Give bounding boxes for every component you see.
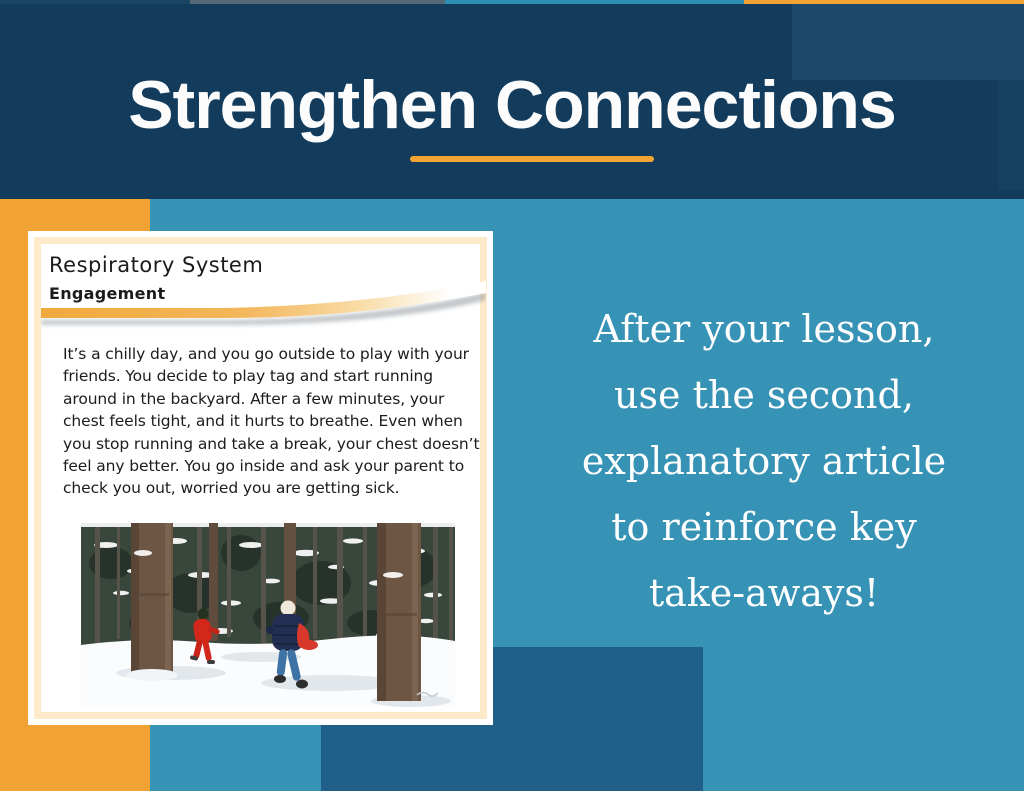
- lesson-message: [515, 296, 1013, 626]
- worksheet-card: [28, 231, 493, 725]
- message-line: explanatory article: [581, 439, 947, 483]
- worksheet-body: It’s a chilly day, and you go outside to play with your friends. You decide to play tag and start running around in the backyard. After a few minutes, your chest feels tight, and it hurts to breathe. Even when you stop running and take a break, your chest doesn’t feel any better. You go inside and ask your parent to check you out, worried you are getting sick.: [63, 345, 480, 498]
- slide-title: Strengthen Connections: [128, 67, 896, 143]
- message-line: to reinforce key: [611, 505, 917, 549]
- header-band: [0, 0, 1024, 199]
- message-line: take-aways!: [648, 571, 880, 615]
- message-line: After your lesson,: [593, 307, 935, 351]
- winter-forest-photo: [81, 523, 455, 707]
- title-underline: [410, 156, 654, 162]
- message-line: use the second,: [614, 373, 914, 417]
- top-strip-gray: [190, 0, 445, 4]
- worksheet-subtitle: Engagement: [49, 284, 166, 303]
- gold-swoosh-divider: [41, 277, 486, 329]
- top-strip-navy: [0, 0, 190, 4]
- worksheet-title: Respiratory System: [49, 253, 264, 277]
- top-strip-teal: [445, 0, 744, 4]
